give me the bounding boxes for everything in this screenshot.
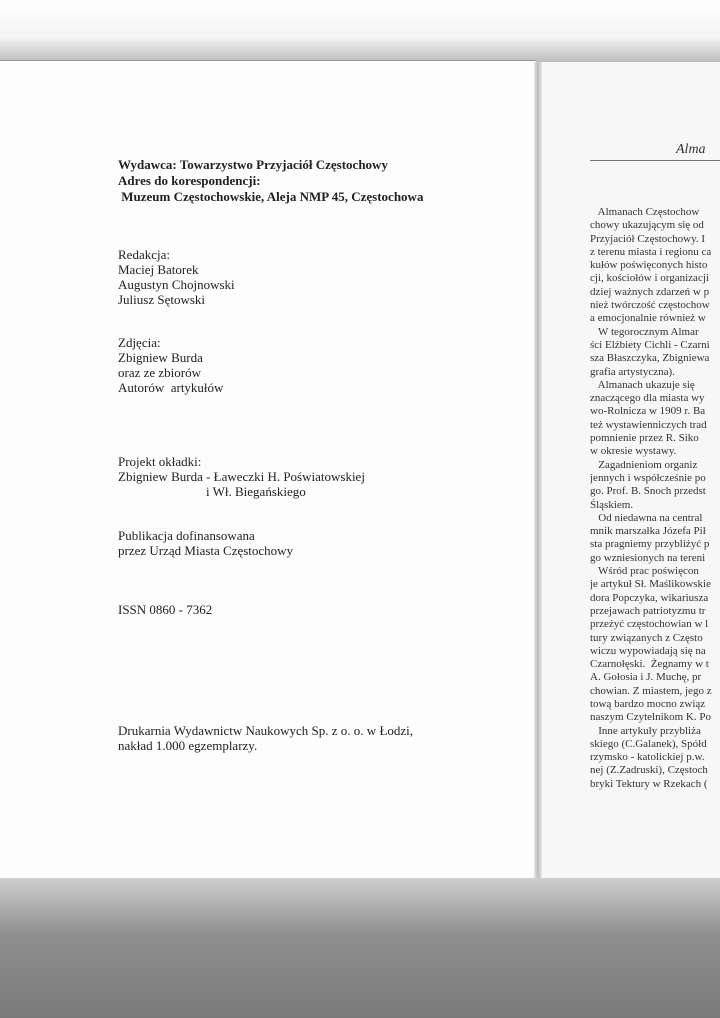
cover-line: i Wł. Biegańskiego [206,484,306,499]
facing-page-line: je artykuł Sł. Maślikowskie [590,578,711,591]
facing-page-line: Inne artykuły przybliża [590,724,701,737]
editor-name: Maciej Batorek [118,262,199,277]
facing-page-line: go wzniesionych na tereni [590,551,706,564]
facing-page-line: naszym Czytelnikom K. Po [590,711,711,724]
facing-page-line: przejawach patriotyzmu tr [590,604,706,617]
facing-page-line: tową bardzo mocno związ [590,697,706,710]
facing-page-line: Śląskiem. [590,498,634,511]
facing-page-line: Przyjaciół Częstochowy. I [590,232,706,245]
facing-page-line: chowy ukazującym się od [590,219,704,232]
facing-page-line: z terenu miasta i regionu ca [590,245,712,258]
header-rule [590,160,720,161]
facing-page-line: też wystawienniczych trad [590,418,707,431]
facing-page-line: jennych i współcześnie po [590,471,706,484]
publisher-line: Wydawca: Towarzystwo Przyjaciół Częstochowy [118,157,388,172]
facing-page-line: pomnienie przez R. Siko [590,432,699,445]
editor-name: Augustyn Chojnowski [118,277,235,292]
facing-page-line: kułów poświęconych histo [590,259,708,272]
facing-page-line: Czarnołęski. Żegnamy w t [590,658,709,671]
facing-page-line: W tegorocznym Almar [590,325,699,338]
facing-page-line: nież twórczość częstochow [590,299,710,312]
facing-page-line: Almanach Częstochow [590,206,700,218]
facing-page-line: Zagadnieniom organiz [590,458,698,471]
printer-line: nakład 1.000 egzemplarzy. [118,738,258,753]
issn: ISSN 0860 - 7362 [118,602,213,617]
facing-page-line: Almanach ukazuje się [590,378,695,391]
facing-page-line: wo-Rolnicza w 1909 r. Ba [590,405,706,418]
facing-page-line: w okresie wystawy. [590,445,677,458]
facing-page-line: Wśród prac poświęcon [590,565,699,578]
photos-line: oraz ze zbiorów [118,365,202,380]
funding-line: przez Urząd Miasta Częstochowy [118,543,294,558]
facing-page-line: cji, kościołów i organizacji [590,272,709,285]
address-line: Muzeum Częstochowskie, Aleja NMP 45, Częstochowa [118,189,424,204]
facing-page-line: tury związanych z Często [590,631,703,644]
photos-line: Autorów artykułów [118,380,224,395]
facing-page-line: grafia artystyczna). [590,365,675,378]
funding-line: Publikacja dofinansowana [118,528,255,543]
facing-page-line: nej (Z.Zadruski), Częstoch [590,764,708,777]
editorial-heading: Redakcja: [118,247,170,262]
facing-page-line: znaczącego dla miasta wy [590,392,705,405]
facing-page-line: chowian. Z miastem, jego z [590,684,712,697]
facing-page-line: wiczu wypowiadają się na [590,644,706,657]
facing-page-line: rzymsko - katolickiej p.w. [590,751,705,764]
scan-bottom-margin [0,878,720,1018]
facing-page-line: ści Elżbiety Cichli - Czarni [590,338,710,351]
facing-page-column [590,206,720,791]
photos-line: Zbigniew Burda [118,350,203,365]
facing-page-line: sza Błaszczyka, Zbigniewa [590,352,710,365]
book-spine [534,62,542,878]
facing-page-line: go. Prof. B. Snoch przedst [590,485,706,498]
printer-line: Drukarnia Wydawnictw Naukowych Sp. z o. o. w Łodzi, [118,723,414,738]
cover-heading: Projekt okładki: [118,454,202,469]
facing-page-line: przeżyć częstochowian w l [590,618,709,631]
facing-page-line: dora Popczyka, wikariusza [590,591,709,604]
cover-line: Zbigniew Burda - Ławeczki H. Poświatowskiej [118,469,365,484]
running-header: Alma [676,142,706,157]
facing-page-line: A. Gołosia i J. Muchę, pr [590,671,702,684]
facing-page-line: skiego (C.Galanek), Spółd [590,737,707,750]
facing-page-line: bryki Tektury w Rzekach ( [590,777,708,790]
facing-page-line: a emocjonalnie również w [590,312,706,325]
editor-name: Juliusz Sętowski [118,292,206,307]
facing-page-line: sta pragniemy przybliżyć p [590,538,710,551]
address-heading: Adres do korespondencji: [118,173,261,188]
facing-page-line: mnik marszałka Józefa Pił [590,525,706,538]
facing-page-text [590,206,720,812]
photos-heading: Zdjęcia: [118,335,161,350]
facing-page-line: Od niedawna na central [590,511,703,524]
facing-page-line: dziej ważnych zdarzeń w p [590,285,710,298]
scan-top-margin [0,0,720,62]
